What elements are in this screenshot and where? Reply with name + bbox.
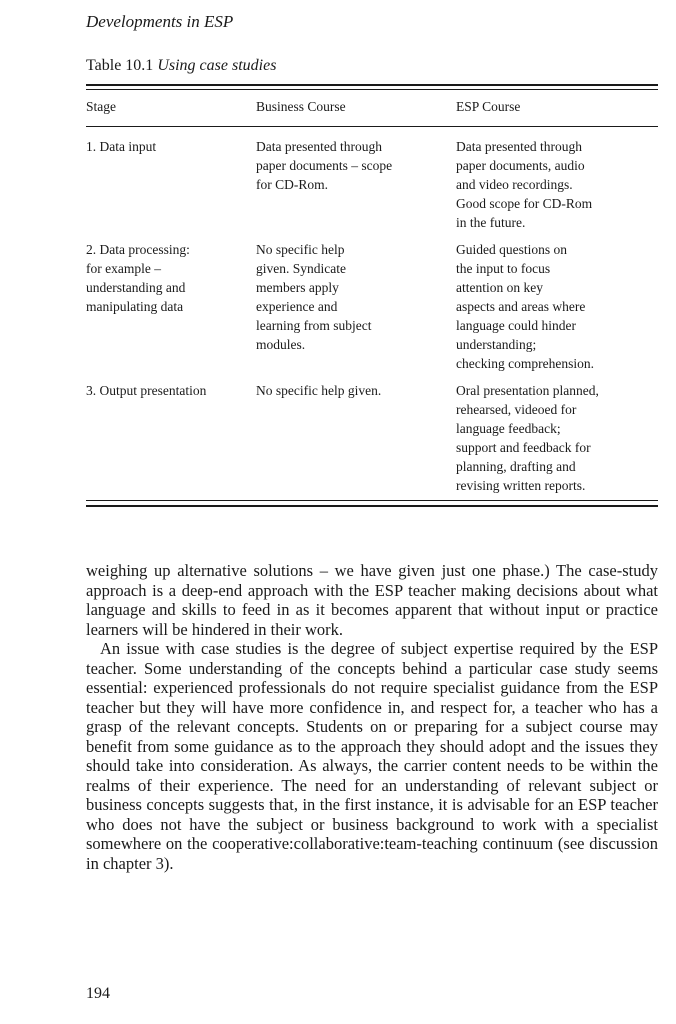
esp-course-cell: Data presented through paper documents, audio and video recordings. Good scope for CD-Rom in the future. xyxy=(456,139,593,230)
table-caption-title: Using case studies xyxy=(157,57,277,74)
body-paragraph: weighing up alternative solutions – we have given just one phase.) The case-study approach is a deep-end approach with the ESP teacher making decisions about what language and skills to feed in as it becomes apparent that without input or practice learners will be hindered in their work. xyxy=(86,561,658,639)
table-header-row xyxy=(86,97,658,123)
stage-cell: 3. Output presentation xyxy=(86,383,207,398)
table-top-rule-inner xyxy=(86,89,658,90)
table-row xyxy=(86,381,658,495)
case-studies-table xyxy=(86,97,658,495)
running-head: Developments in ESP xyxy=(86,12,234,31)
table-row xyxy=(86,240,658,373)
business-course-cell: Data presented through paper documents – scope for CD-Rom. xyxy=(256,139,393,192)
column-header-business: Business Course xyxy=(256,99,346,114)
stage-cell: 2. Data processing: for example – understanding and manipulating data xyxy=(86,242,190,314)
column-header-esp: ESP Course xyxy=(456,99,521,114)
table-caption xyxy=(86,57,276,75)
stage-cell: 1. Data input xyxy=(86,139,157,154)
body-text xyxy=(86,561,658,873)
esp-course-cell: Guided questions on the input to focus attention on key aspects and areas where language could hinder understanding; checking comprehension. xyxy=(456,242,594,371)
table-caption-number: Table 10.1 xyxy=(86,57,154,74)
business-course-cell: No specific help given. Syndicate members apply experience and learning from subject modules. xyxy=(256,242,372,352)
table-bottom-rule xyxy=(86,505,658,507)
body-paragraph: An issue with case studies is the degree of subject expertise required by the ESP teacher. Some understanding of the concepts behind a particular case study seems essential: experienced professionals do not require specialist guidance from the ESP teacher but they will have more confidence in, and respect for, a teacher who has a grasp of the relevant concepts. Students on or preparing for a subject course may benefit from some guidance as to the approach they should adopt and the issues they should take into consideration. As always, the carrier content needs to be within the realms of their experience. The need for an understanding of relevant subject or business concepts suggests that, in the first instance, it is advisable for an ESP teacher who does not have the subject or business background to work with a specialist somewhere on the cooperative:collaborative:team-teaching continuum (see discussion in chapter 3). xyxy=(86,639,658,873)
page-number: 194 xyxy=(86,985,110,1002)
table-row xyxy=(86,137,658,231)
table-bottom-rule-inner xyxy=(86,500,658,501)
table-top-rule xyxy=(86,84,658,86)
esp-course-cell: Oral presentation planned, rehearsed, videoed for language feedback; support and feedback for planning, drafting and revising written reports. xyxy=(456,383,599,493)
column-header-stage: Stage xyxy=(86,99,116,114)
business-course-cell: No specific help given. xyxy=(256,383,382,398)
